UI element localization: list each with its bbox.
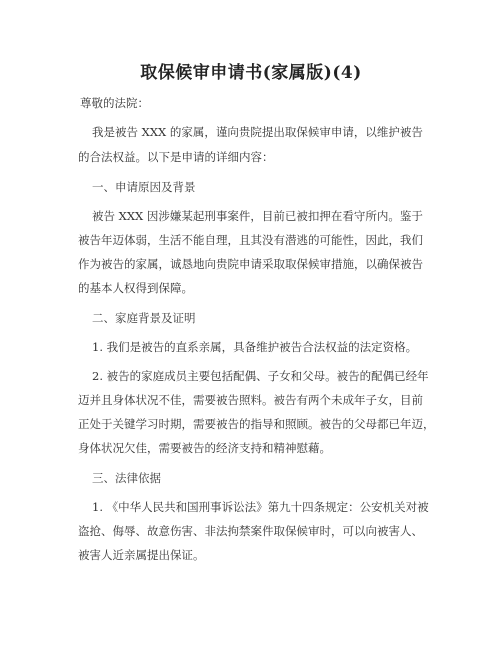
section2-item1: 1. 我们是被告的直系亲属，具备维护被告合法权益的法定资格。 xyxy=(92,340,418,354)
section2-heading: 二、家庭背景及证明 xyxy=(92,311,196,325)
section3-item1-line-3: 被害人近亲属提出保证。 xyxy=(78,548,205,562)
section2-item2-line-1: 2. 被告的家庭成员主要包括配偶、子女和父母。被告的配偶已经年 xyxy=(92,369,429,383)
section1-line-4: 的基本人权得到保障。 xyxy=(78,281,193,295)
section2-item2-line-3: 正处于关键学习时期，需要被告的指导和照顾。被告的父母都已年迈， xyxy=(78,417,435,431)
section1-line-2: 被告年迈体弱，生活不能自理，且其没有潜逃的可能性，因此，我们 xyxy=(78,233,423,247)
section3-item1-line-1: 1. 《中华人民共和国刑事诉讼法》第九十四条规定：公安机关对被 xyxy=(92,500,429,514)
section3-item1-line-2: 盗抢、侮辱、故意伤害、非法拘禁案件取保候审时，可以向被害人、 xyxy=(78,524,423,538)
section1-line-1: 被告 XXX 因涉嫌某起刑事案件，目前已被扣押在看守所内。鉴于 xyxy=(92,209,423,223)
document-title: 取保候审申请书(家属版)(4) xyxy=(140,63,362,83)
intro-line-2: 的合法权益。以下是申请的详细内容： xyxy=(78,150,274,164)
intro-line-1: 我是被告 XXX 的家属，谨向贵院提出取保候审申请，以维护被告 xyxy=(92,125,423,139)
section2-item2-line-4: 身体状况欠佳，需要被告的经济支持和精神慰藉。 xyxy=(78,441,331,455)
section1-heading: 一、申请原因及背景 xyxy=(92,180,196,194)
section3-heading: 三、法律依据 xyxy=(92,471,161,485)
salutation: 尊敬的法院： xyxy=(80,96,149,110)
section2-item2-line-2: 迈并且身体状况不佳，需要被告照料。被告有两个未成年子女，目前 xyxy=(78,393,423,407)
section1-line-3: 作为被告的家属，诚恳地向贵院申请采取取保候审措施，以确保被告 xyxy=(78,257,423,271)
